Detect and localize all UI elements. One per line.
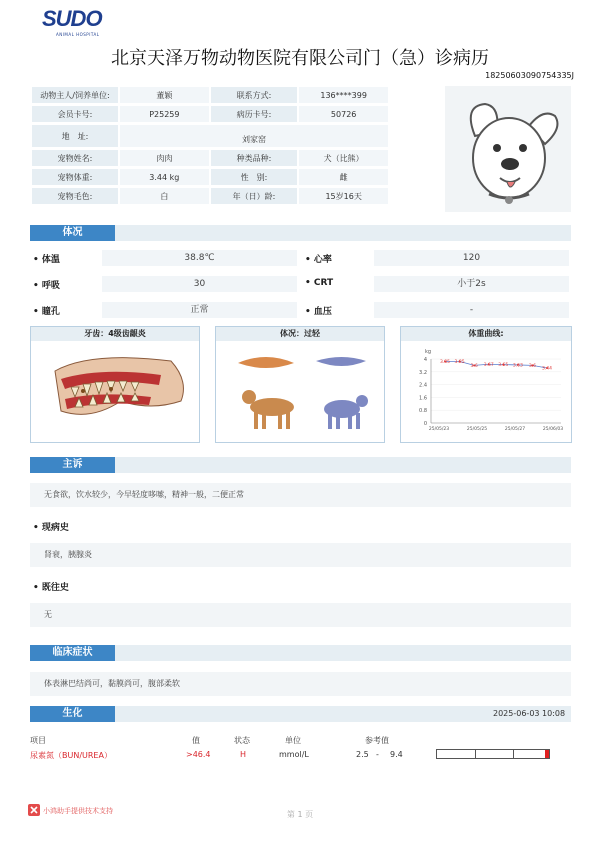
clinical-section-title: 临床症状 — [30, 645, 115, 661]
pet-portrait — [445, 86, 571, 212]
color-label: 宠物毛色: — [32, 188, 118, 204]
age-label: 年（日）龄: — [211, 188, 298, 204]
temp-label: • 体温 — [33, 255, 60, 265]
record-number: 18250603090754335J — [485, 71, 574, 80]
weight-data-label: 3.67 — [483, 362, 494, 368]
crt-value: 小于2s — [374, 276, 569, 292]
present-history-text: 肾衰，胰腺炎 — [30, 543, 571, 567]
past-history-text: 无 — [30, 603, 571, 627]
logo-subtitle: ANIMAL HOSPITAL — [56, 32, 100, 37]
weight-data-label: 3.85 — [439, 359, 451, 365]
address-value: 刘家窑 — [120, 125, 388, 147]
owner-label: 动物主人/饲养单位: — [32, 87, 118, 103]
biochem-section-title: 生化 — [30, 706, 115, 722]
teeth-panel — [30, 326, 200, 443]
case-value: 50726 — [299, 106, 388, 122]
breed-label: 种类品种: — [211, 150, 298, 166]
contact-label: 联系方式: — [211, 87, 298, 103]
powered-by-text: 小鸿助手提供技术支持 — [43, 807, 113, 815]
owner-value: 董颖 — [120, 87, 209, 103]
bp-value: - — [374, 302, 569, 318]
weight-label: 宠物体重: — [32, 169, 118, 185]
lab-item-value: >46.4 — [186, 750, 211, 759]
biochem-datetime: 2025-06-03 10:08 — [493, 709, 566, 718]
condition-section-title: 体况 — [30, 225, 115, 241]
y-tick-label: 3.2 — [419, 369, 427, 376]
member-label: 会员卡号: — [32, 106, 118, 122]
pet-info-table — [30, 84, 390, 207]
body-condition-panel — [215, 326, 385, 443]
complaint-section-title: 主诉 — [30, 457, 115, 473]
weight-curve-title: 体重曲线: — [401, 327, 571, 341]
weight-data-label: 3.44 — [541, 366, 553, 372]
lab-ref-sep: - — [376, 750, 379, 759]
lab-item-unit: mmol/L — [279, 750, 309, 759]
color-value: 白 — [120, 188, 209, 204]
reference-range-bar — [436, 749, 550, 759]
complaint-text: 无食欲，饮水较少，今早轻度哆嗦，精神一般，二便正常 — [30, 483, 571, 507]
lab-item-name: 尿素氮（BUN/UREA） — [30, 751, 112, 760]
resp-label: • 呼吸 — [33, 281, 60, 291]
weight-data-label: 3.65 — [498, 363, 509, 369]
col-ref-header: 参考值 — [365, 736, 389, 745]
pet-name-value: 肉肉 — [120, 150, 209, 166]
contact-value: 136****399 — [299, 87, 388, 103]
col-unit-header: 单位 — [285, 736, 301, 745]
pupil-value: 正常 — [102, 302, 297, 318]
x-tick-label: 25/06/03 — [542, 427, 564, 432]
lab-item-status: H — [240, 750, 247, 759]
age-value: 15岁16天 — [299, 188, 388, 204]
col-value-header: 值 — [192, 736, 200, 745]
x-tick-label: 25/05/27 — [504, 427, 526, 432]
clinical-text: 体表淋巴结尚可，黏膜尚可，腹部柔软 — [30, 672, 571, 696]
weight-curve-panel — [400, 326, 572, 443]
page-number: 第 1 页 — [286, 810, 314, 819]
logo-text: SUDO — [42, 6, 102, 31]
weight-data-label: 3.63 — [512, 363, 523, 369]
body-condition-title: 体况：过轻 — [216, 327, 384, 341]
range-marker — [545, 750, 549, 758]
range-tick — [513, 750, 514, 758]
hr-value: 120 — [374, 250, 569, 266]
body-condition-illustration-icon — [216, 341, 384, 441]
range-tick — [475, 750, 476, 758]
breed-value: 犬（比熊） — [299, 150, 388, 166]
present-history-label: • 现病史 — [33, 523, 69, 533]
y-tick-label: 0.8 — [419, 408, 427, 415]
weight-curve-chart — [401, 341, 571, 441]
weight-data-label: 3.6 — [470, 363, 478, 369]
x-tick-label: 25/05/23 — [428, 427, 450, 432]
past-history-label: • 既往史 — [33, 583, 69, 593]
hospital-logo — [42, 6, 114, 36]
col-status-header: 状态 — [234, 736, 250, 745]
sex-label: 性 别: — [211, 169, 298, 185]
y-axis-unit: kg — [425, 349, 432, 355]
resp-value: 30 — [102, 276, 297, 292]
x-tick-label: 25/05/25 — [466, 427, 488, 432]
case-label: 病历卡号: — [211, 106, 298, 122]
lab-ref-high: 9.4 — [390, 750, 403, 759]
sex-value: 雌 — [299, 169, 388, 185]
dog-cartoon-icon — [445, 86, 571, 212]
crt-label: • CRT — [305, 278, 334, 288]
pupil-label: • 瞳孔 — [33, 307, 60, 317]
lab-ref-low: 2.5 — [356, 750, 369, 759]
weight-data-label: 3.6 — [528, 363, 537, 369]
y-tick-label: 0 — [423, 421, 427, 427]
y-tick-label: 4 — [423, 357, 427, 363]
address-label: 地 址: — [32, 125, 118, 147]
y-tick-label: 1.6 — [419, 395, 427, 402]
temp-value: 38.8℃ — [102, 250, 297, 266]
bp-label: • 血压 — [305, 307, 332, 317]
weight-data-label: 3.85 — [454, 359, 465, 365]
hr-label: • 心率 — [305, 255, 332, 265]
page-title: 北京天泽万物动物医院有限公司门（急）诊病历 — [111, 48, 489, 69]
member-value: P25259 — [120, 106, 209, 122]
teeth-illustration-icon — [31, 341, 199, 441]
col-item-header: 项目 — [30, 736, 46, 745]
weight-value: 3.44 kg — [120, 169, 209, 185]
teeth-title: 牙齿：4级齿龈炎 — [31, 327, 199, 341]
y-tick-label: 2.4 — [419, 382, 427, 389]
pet-name-label: 宠物姓名: — [32, 150, 118, 166]
